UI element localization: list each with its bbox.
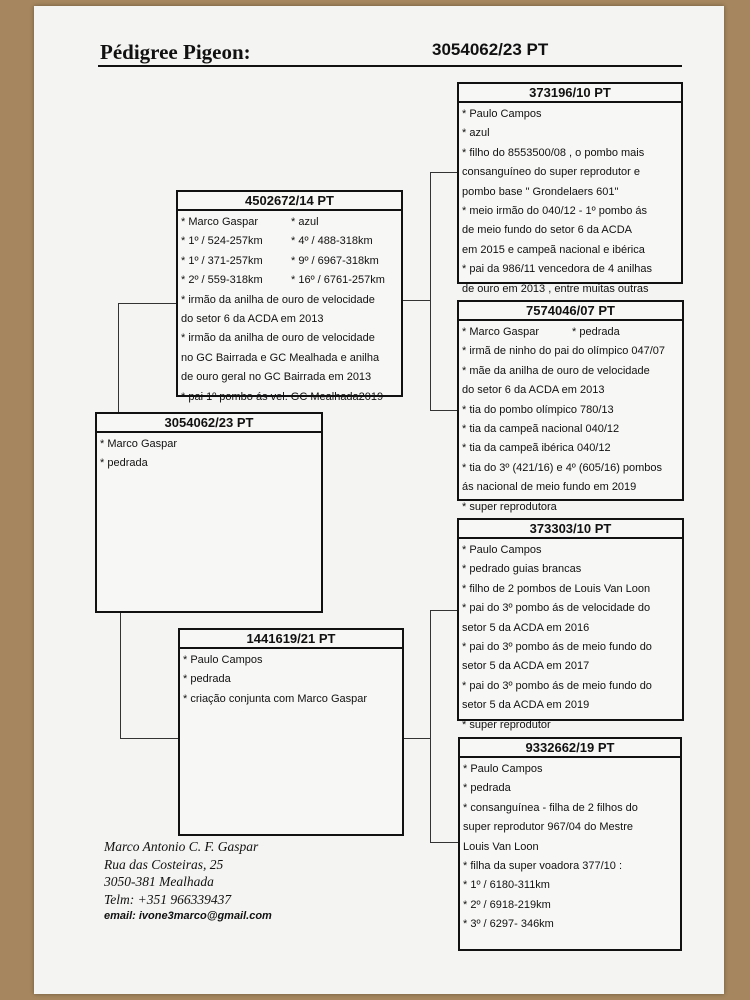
maternal-grandmother-line: * 3º / 6297- 346km [463, 918, 554, 931]
father-pair-left: * 1º / 371-257km [181, 254, 263, 267]
paternal-grandmother-line: ás nacional de meio fundo em 2019 [462, 481, 637, 494]
maternal-grandfather-line: * pai do 3º pombo ás de velocidade do [462, 602, 651, 615]
mother-line: * criação conjunta com Marco Gaspar [183, 692, 368, 705]
connector-father-right [402, 300, 430, 301]
father-line: do setor 6 da ACDA em 2013 [181, 313, 324, 326]
mother-line: * pedrada [183, 673, 231, 686]
paternal-grandmother-line: * tia da campeã nacional 040/12 [462, 423, 620, 436]
connector-subject-mother-v [120, 612, 121, 738]
maternal-grandfather-line: setor 5 da ACDA em 2019 [462, 699, 590, 712]
header-ring-number: 3054062/23 PT [432, 40, 549, 59]
paternal-grandmother-line: * super reprodutora [462, 500, 557, 513]
connector-mother-right [403, 738, 430, 739]
father-line: de ouro geral no GC Bairrada em 2013 [181, 371, 372, 384]
maternal-grandfather-line: * super reprodutor [462, 718, 551, 731]
paternal-grandmother-line: do setor 6 da ACDA em 2013 [462, 384, 605, 397]
connector-father-bottom [430, 410, 458, 411]
father-pair-row [181, 271, 398, 290]
maternal-grandmother-ring: 9332662/19 PT [460, 739, 680, 758]
maternal-grandfather-line: * filho de 2 pombos de Louis Van Loon [462, 582, 651, 595]
subject-line: * pedrada [100, 457, 148, 470]
paternal-grandfather-line: * filho do 8553500/08 , o pombo mais [462, 146, 645, 159]
connector-mother-top [430, 610, 458, 611]
breeder-phone: Telm: +351 966339437 [104, 891, 232, 907]
father-pair-right: * 4º / 488-318km [291, 235, 373, 248]
subject-box [95, 412, 323, 613]
maternal-grandfather-line: setor 5 da ACDA em 2016 [462, 621, 590, 634]
father-line: no GC Bairrada e GC Mealhada e anilha [181, 351, 380, 364]
father-pair-right: * 16º / 6761-257km [291, 274, 385, 287]
paternal-grandfather-line: * azul [462, 127, 490, 140]
paternal-grandmother-line: * tia do 3º (421/16) e 4º (605/16) pombos [462, 461, 663, 474]
mother-line: * Paulo Campos [183, 654, 263, 666]
paternal-grandmother-line: * tia da campeã ibérica 040/12 [462, 442, 611, 455]
maternal-grandmother-line: * consanguínea - filha de 2 filhos do [463, 801, 638, 814]
paternal-grandmother-pair-left: * Marco Gaspar [462, 326, 540, 338]
father-line: * pai 1º pombo ás vel. GC Mealhada2019 [181, 390, 384, 403]
maternal-grandmother-line: super reprodutor 967/04 do Mestre [463, 821, 633, 834]
paternal-grandfather-line: pombo base " Grondelaers 601" [462, 185, 619, 198]
breeder-email: email: ivone3marco@gmail.com [104, 910, 272, 922]
breeder-street: Rua das Costeiras, 25 [104, 856, 224, 872]
father-pair-row [181, 252, 398, 271]
maternal-grandmother-line: Louis Van Loon [463, 840, 539, 853]
paternal-grandfather-line: * Paulo Campos [462, 108, 542, 120]
paternal-grandmother-box [457, 300, 684, 513]
father-pair-right: * 9º / 6967-318km [291, 254, 379, 267]
subject-line: * Marco Gaspar [100, 438, 178, 450]
breeder-name: Marco Antonio C. F. Gaspar [104, 839, 259, 854]
connector-father-v [430, 172, 431, 410]
paternal-grandmother-line: * tia do pombo olímpico 780/13 [462, 403, 614, 416]
paternal-grandfather-ring: 373196/10 PT [459, 84, 681, 103]
father-pair-row [181, 232, 398, 251]
maternal-grandmother-line: * filha da super voadora 377/10 : [463, 860, 623, 873]
connector-subject-father-v [118, 303, 119, 413]
paternal-grandfather-box [457, 82, 683, 295]
maternal-grandmother-line: * 2º / 6918-219km [463, 898, 551, 911]
maternal-grandfather-line: * pedrado guias brancas [462, 563, 582, 576]
connector-mother-v [430, 610, 431, 842]
maternal-grandmother-line: * pedrada [463, 782, 511, 795]
maternal-grandmother-box [458, 737, 682, 951]
father-pair-row [181, 213, 398, 232]
maternal-grandmother-line: * Paulo Campos [463, 763, 543, 775]
maternal-grandfather-ring: 373303/10 PT [459, 520, 682, 539]
father-pair-right: * azul [291, 216, 319, 228]
paternal-grandmother-pair-row [462, 323, 679, 342]
father-box [176, 190, 403, 403]
father-pair-left: * 1º / 524-257km [181, 235, 263, 248]
connector-mother-bottom [430, 842, 458, 843]
paternal-grandmother-line: * irmã de ninho do pai do olímpico 047/07 [462, 345, 666, 358]
paternal-grandfather-line: * meio irmão do 040/12 - 1º pombo ás [462, 205, 648, 218]
mother-box [178, 628, 404, 836]
paternal-grandfather-line: consanguíneo do super reprodutor e [462, 166, 640, 179]
paternal-grandmother-line: * mãe da anilha de ouro de velocidade [462, 364, 650, 377]
paternal-grandfather-line: de ouro em 2013 , entre muitas outras [462, 282, 649, 295]
maternal-grandfather-line: * pai do 3º pombo ás de meio fundo do [462, 679, 652, 692]
paternal-grandfather-line: * pai da 986/11 vencedora de 4 anilhas [462, 263, 652, 276]
father-pair-left: * Marco Gaspar [181, 216, 259, 228]
connector-father-top [430, 172, 458, 173]
breeder-city: 3050-381 Mealhada [104, 874, 214, 889]
paternal-grandfather-line: em 2015 e campeã nacional e ibérica [462, 243, 645, 256]
father-ring: 4502672/14 PT [178, 192, 401, 211]
maternal-grandfather-line: setor 5 da ACDA em 2017 [462, 660, 590, 673]
maternal-grandfather-box [457, 518, 684, 731]
paternal-grandmother-pair-right: * pedrada [572, 326, 620, 338]
page-title: Pédigree Pigeon: [100, 40, 251, 64]
subject-ring: 3054062/23 PT [97, 414, 321, 433]
maternal-grandfather-line: * Paulo Campos [462, 544, 542, 556]
maternal-grandmother-line: * 1º / 6180-311km [463, 879, 550, 892]
mother-ring: 1441619/21 PT [180, 630, 402, 649]
connector-subject-mother-h [120, 738, 180, 739]
connector-subject-father-h [118, 303, 178, 304]
breeder-contact [104, 838, 272, 926]
header-underline [98, 65, 682, 67]
father-pair-left: * 2º / 559-318km [181, 274, 263, 287]
paternal-grandfather-line: de meio fundo do setor 6 da ACDA [462, 224, 632, 237]
father-line: * irmão da anilha de ouro de velocidade [181, 332, 375, 345]
paternal-grandmother-ring: 7574046/07 PT [459, 302, 682, 321]
maternal-grandfather-line: * pai do 3º pombo ás de meio fundo do [462, 641, 652, 654]
father-line: * irmão da anilha de ouro de velocidade [181, 293, 375, 306]
